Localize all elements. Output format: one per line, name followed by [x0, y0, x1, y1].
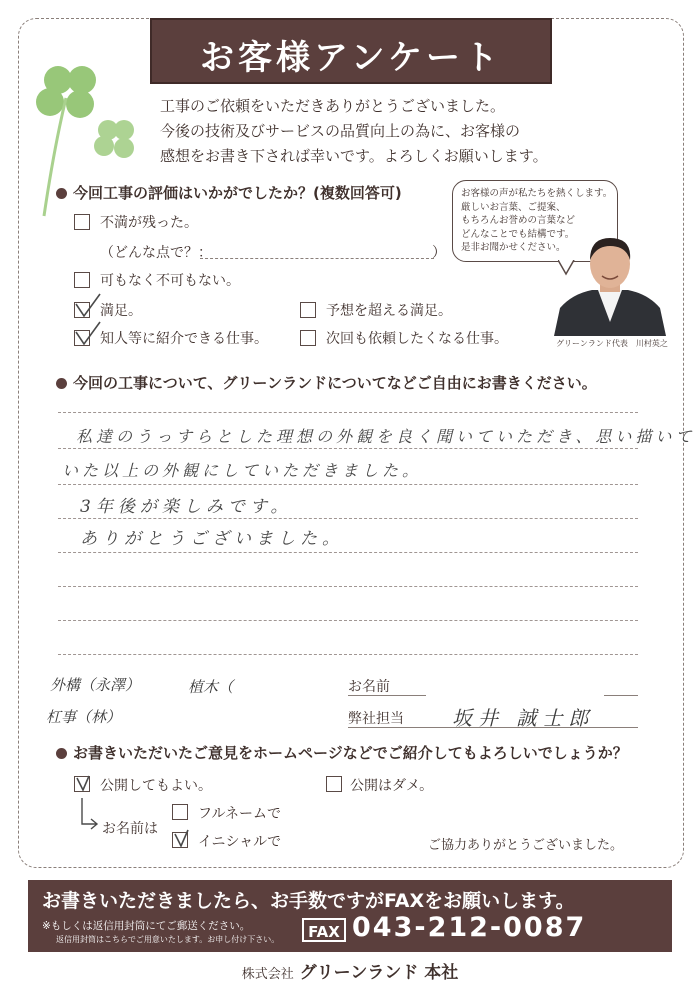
company-main: グリーンランド — [299, 963, 419, 983]
staff-note-3: 杠事（林） — [46, 708, 122, 726]
answer-line-4: ありがとうございました。 — [80, 529, 344, 549]
staff-name: 坂井 誠士郎 — [452, 706, 595, 730]
detail-prompt: （どんな点で？： — [100, 245, 212, 261]
checkbox-neutral[interactable] — [74, 272, 90, 288]
fax-request: お書きいただきましたら、お手数ですがFAXをお願いします。 — [42, 890, 575, 912]
checkbox-dissatisfied[interactable] — [74, 214, 90, 230]
answer-line-1: 私達のうっすらとした理想の外観を良く聞いていただき、思い描いて — [76, 427, 696, 446]
fullname-label: フルネームで — [198, 806, 282, 822]
writing-line — [58, 620, 638, 621]
answer-line-3: 3年後が楽しみです。 — [80, 497, 293, 517]
bullet-icon — [56, 748, 67, 759]
thanks-message: ご協力ありがとうございました。 — [428, 838, 624, 853]
checkmark-satisfied-icon — [72, 292, 102, 320]
bubble-line-1: お客様の声が私たちを熱くします。 — [461, 188, 613, 199]
intro-text — [160, 94, 548, 169]
company-prefix: 株式会社 — [241, 967, 294, 982]
writing-line — [58, 484, 638, 485]
name-format-prefix: お名前は — [102, 821, 158, 837]
detail-input-line[interactable] — [200, 258, 434, 259]
checkbox-publish-ng[interactable] — [326, 776, 342, 792]
representative-photo — [552, 230, 668, 336]
publish-ng-label: 公開はダメ。 — [350, 778, 434, 794]
writing-line — [58, 654, 638, 655]
bullet-icon — [56, 188, 67, 199]
intro-line-1: 工事のご依頼をいただきありがとうございました。 — [160, 97, 506, 115]
writing-line — [58, 552, 638, 553]
option-label-exceeded: 予想を超える満足。 — [326, 303, 452, 319]
clover-small-icon — [90, 116, 142, 166]
staff-note-1: 外構（永澤） — [50, 676, 141, 694]
question2-heading — [56, 372, 597, 393]
page-title-band — [150, 18, 552, 84]
fax-number: 043-212-0087 — [352, 912, 587, 943]
question3-heading — [56, 742, 628, 763]
writing-line — [58, 586, 638, 587]
checkmark-initial-icon — [172, 826, 194, 850]
bubble-line-4: どんなことでも結構です。 — [461, 228, 575, 240]
question3-heading-text: お書きいただいたご意見をホームページなどでご紹介してもよろしいでしょうか？ — [73, 744, 628, 762]
option-label-neutral: 可もなく不可もない。 — [100, 273, 240, 289]
checkbox-fullname[interactable] — [172, 804, 188, 820]
detail-close: ） — [432, 245, 446, 261]
company-suffix: 本社 — [424, 963, 459, 983]
bullet-icon — [56, 378, 67, 389]
option-label-dissatisfied: 不満が残った。 — [100, 215, 198, 231]
checkbox-exceeded[interactable] — [300, 302, 316, 318]
page-title: お客様アンケート — [200, 38, 502, 78]
checkmark-recommend-icon — [72, 320, 102, 348]
writing-line — [58, 518, 638, 519]
checkmark-publish-ok-icon — [74, 772, 94, 794]
option-label-repeat: 次回も依頼したくなる仕事。 — [326, 331, 508, 347]
option-label-recommend: 知人等に紹介できる仕事。 — [100, 331, 268, 347]
bubble-line-2: 厳しいお言葉、ご提案、 — [461, 201, 566, 213]
name-underline-end — [604, 695, 638, 696]
intro-line-3: 感想をお書き下されば幸いです。よろしくお願いします。 — [160, 147, 548, 165]
writing-line — [58, 412, 638, 413]
fax-badge: FAX — [302, 918, 346, 942]
bubble-line-3: もちろんお誉めの言葉など — [461, 215, 576, 226]
bubble-line-5: 是非お聞かせください。 — [461, 242, 566, 253]
mail-note-2: 返信用封筒はこちらでご用意いたします。お申し付け下さい。 — [56, 935, 280, 944]
fax-band — [28, 880, 672, 952]
arrow-icon — [80, 796, 102, 832]
question1-heading-text: 今回工事の評価はいかがでしたか？(複数回答可) — [73, 184, 402, 202]
answer-line-2: いた以上の外観にしていただきました。 — [62, 461, 423, 480]
initial-label: イニシャルで — [198, 834, 282, 850]
representative-caption: グリーンランド代表 川村英之 — [556, 339, 668, 348]
company-name — [0, 958, 700, 983]
staff-label: 弊社担当 — [348, 711, 404, 727]
staff-note-2: 植木（ — [188, 678, 234, 696]
writing-line — [58, 448, 638, 449]
checkbox-repeat[interactable] — [300, 330, 316, 346]
question2-heading-text: 今回の工事について、グリーンランドについてなどご自由にお書きください。 — [73, 374, 597, 392]
mail-note: ※もしくは返信用封筒にてご郵送ください。 — [42, 920, 251, 932]
publish-ok-label: 公開してもよい。 — [100, 778, 212, 794]
intro-line-2: 今後の技術及びサービスの品質向上の為に、お客様の — [160, 122, 521, 140]
option-label-satisfied: 満足。 — [100, 303, 142, 319]
name-underline — [348, 695, 426, 696]
name-label: お名前 — [348, 679, 390, 695]
question1-heading — [56, 182, 402, 203]
